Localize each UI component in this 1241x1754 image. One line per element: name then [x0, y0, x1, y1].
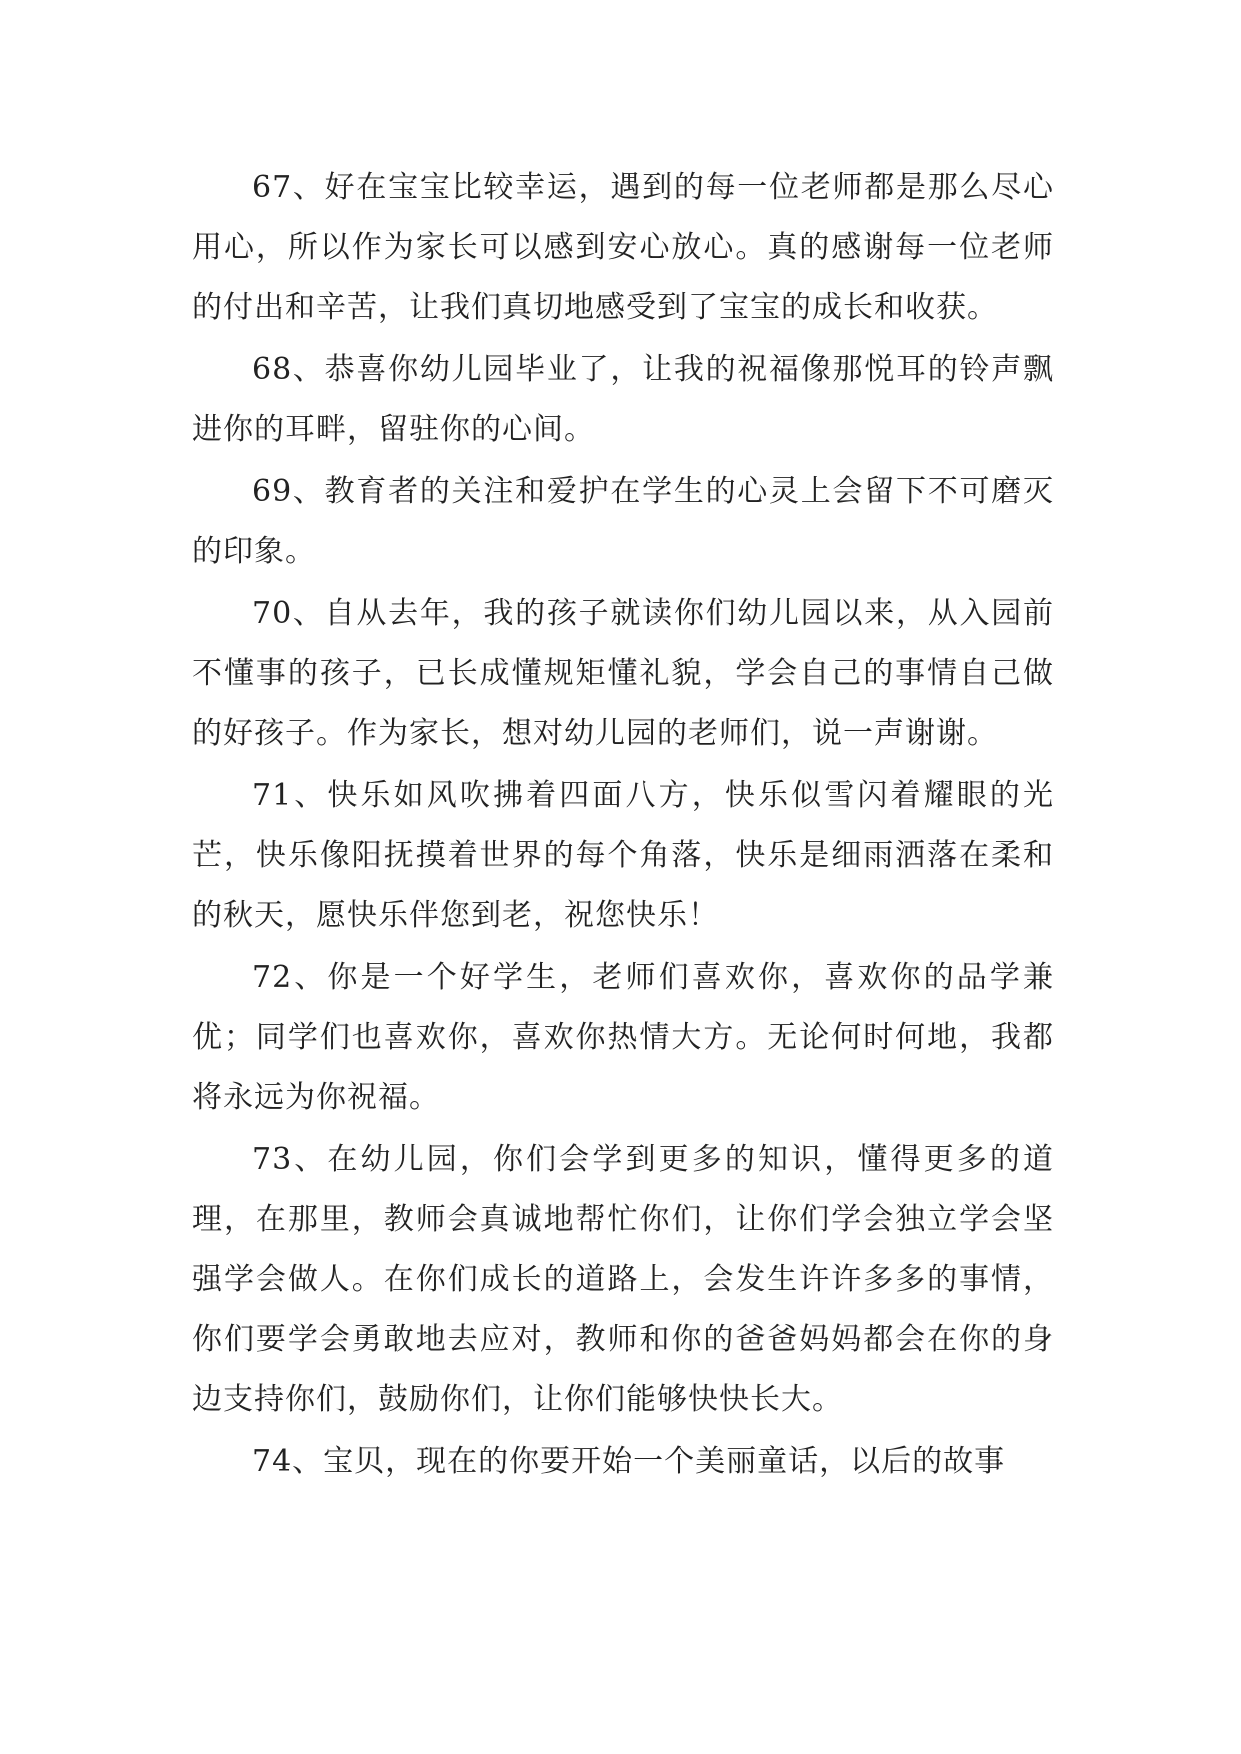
- paragraph-68: 68、恭喜你幼儿园毕业了，让我的祝福像那悦耳的铃声飘进你的耳畔，留驻你的心间。: [192, 352, 1054, 447]
- paragraph-69: 69、教育者的关注和爱护在学生的心灵上会留下不可磨灭的印象。: [192, 474, 1054, 569]
- paragraph-72: 72、你是一个好学生，老师们喜欢你，喜欢你的品学兼优；同学们也喜欢你，喜欢你热情大方。无论何时何地，我都将永远为你祝福。: [192, 960, 1054, 1115]
- paragraph-73: 73、在幼儿园，你们会学到更多的知识，懂得更多的道理，在那里，教师会真诚地帮忙你们，让你们学会独立学会坚强学会做人。在你们成长的道路上，会发生许许多多的事情，你们要学会勇敢地去应对，教师和你的爸爸妈妈都会在你的身边支持你们，鼓励你们，让你们能够快快长大。: [192, 1142, 1054, 1417]
- paragraph-67: 67、好在宝宝比较幸运，遇到的每一位老师都是那么尽心用心，所以作为家长可以感到安心放心。真的感谢每一位老师的付出和辛苦，让我们真切地感受到了宝宝的成长和收获。: [192, 170, 1054, 325]
- paragraph-71: 71、快乐如风吹拂着四面八方，快乐似雪闪着耀眼的光芒，快乐像阳抚摸着世界的每个角落，快乐是细雨洒落在柔和的秋天，愿快乐伴您到老，祝您快乐！: [192, 778, 1054, 933]
- document-page: [192, 158, 1054, 1494]
- paragraph-70: 70、自从去年，我的孩子就读你们幼儿园以来，从入园前不懂事的孩子，已长成懂规矩懂礼貌，学会自己的事情自己做的好孩子。作为家长，想对幼儿园的老师们，说一声谢谢。: [192, 596, 1054, 751]
- paragraph-74: 74、宝贝，现在的你要开始一个美丽童话，以后的故事: [252, 1444, 1006, 1479]
